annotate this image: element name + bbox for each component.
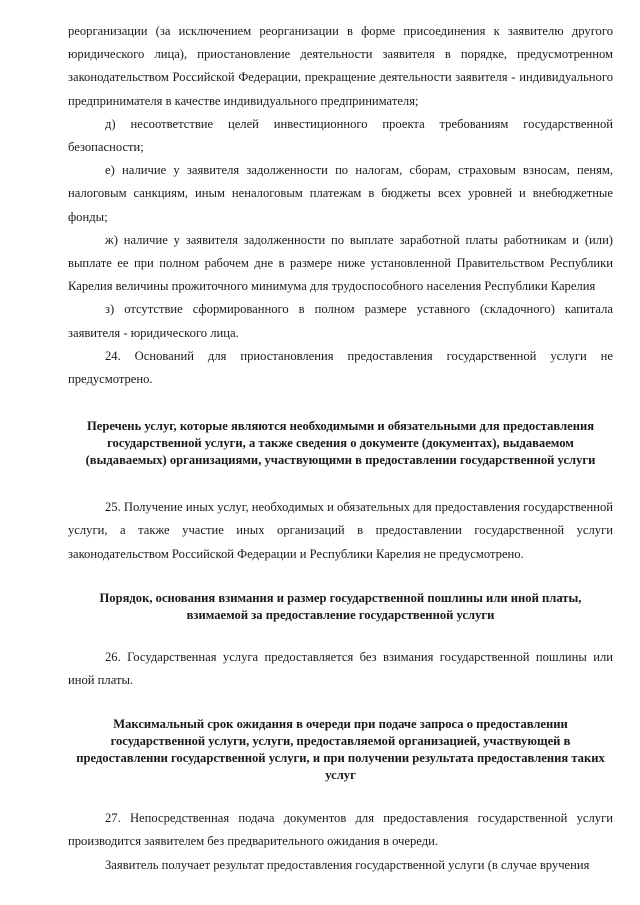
paragraph-item-z: з) отсутствие сформированного в полном размере уставного (складочного) капитала заявителя - юридического лица.: [68, 302, 613, 340]
paragraph-item-zh: ж) наличие у заявителя задолженности по выплате заработной платы работникам и (или) выплате ее при полном рабочем дне в размере ниже установленной Правительством Республики Карелия величины прожиточного минимума для трудоспособного населения Республики Карелия: [68, 232, 613, 294]
section-heading-required-services: Перечень услуг, которые являются необходимыми и обязательными для предоставления государственной услуги, а также сведения о документе (документах), выдаваемом (выдаваемых) организациями, участвующими в предоставлении государственной услуги: [85, 419, 596, 468]
paragraph-27-continued: Заявитель получает результат предоставления государственной услуги (в случае вручения: [105, 857, 590, 872]
paragraph-27: 27. Непосредственная подача документов для предоставления государственной услуги производится заявителем без предварительного ожидания в очереди.: [68, 811, 613, 849]
paragraph-item-d: д) несоответствие целей инвестиционного проекта требованиям государственной безопасности;: [68, 116, 613, 155]
section-heading-queue-time: Максимальный срок ожидания в очереди при подаче запроса о предоставлении государственной услуги, услуги, предоставляемой организацией, участвующей в предоставлении государственной услуги, и при получении результата предоставления таких услуг: [76, 717, 605, 783]
section-heading-state-fee: Порядок, основания взимания и размер государственной пошлины или иной платы, взимаемой за предоставление государственной услуги: [99, 590, 582, 622]
paragraph-reorganization: реорганизации (за исключением реорганизации в форме присоединения к заявителю другого юридического лица), приостановление деятельности заявителя в порядке, предусмотренном законодательством Российской Федерации, прекращение деятельности заявителя - индивидуального предпринимателя в качестве индивидуального предпринимателя;: [68, 24, 613, 108]
paragraph-24: 24. Оснований для приостановления предоставления государственной услуги не предусмотрено.: [68, 348, 613, 387]
paragraph-26: 26. Государственная услуга предоставляется без взимания государственной пошлины или иной платы.: [68, 649, 613, 688]
paragraph-item-e: е) наличие у заявителя задолженности по налогам, сборам, страховым взносам, пеням, налоговым санкциям, иным неналоговым платежам в бюджеты всех уровней и внебюджетные фонды;: [68, 163, 613, 224]
paragraph-25: 25. Получение иных услуг, необходимых и обязательных для предоставления государственной услуги, а также участие иных организаций в предоставлении государственной услуги законодательством Российской Федерации и Республики Карелия не предусмотрено.: [68, 500, 613, 561]
